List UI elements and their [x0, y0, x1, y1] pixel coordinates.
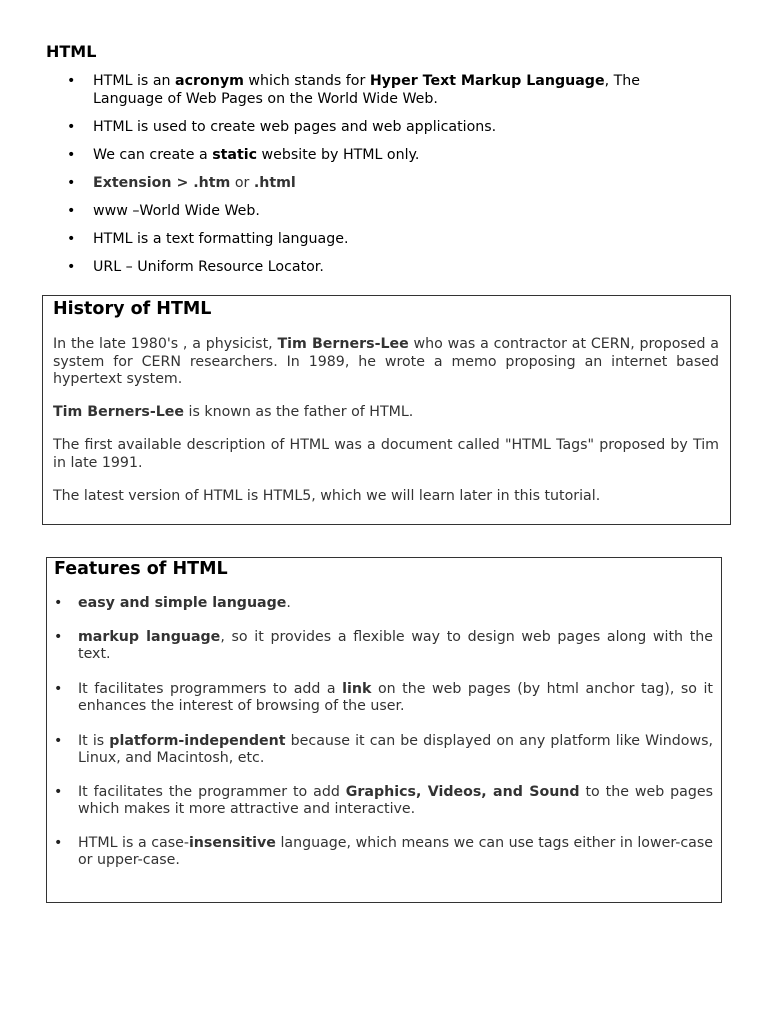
bold-text: markup language [78, 628, 221, 645]
list-item [66, 258, 706, 276]
page-title: HTML [46, 42, 97, 61]
text-run: which stands for [243, 73, 370, 89]
features-list [54, 595, 713, 870]
list-item [54, 595, 713, 613]
text-run: website by HTML only. [257, 147, 420, 163]
list-item [54, 733, 713, 768]
bold-text: acronym [175, 73, 244, 89]
list-item [66, 72, 706, 108]
history-paragraph [53, 404, 719, 422]
text-run: HTML is a text formatting language. [93, 231, 349, 247]
text-run: HTML is a case- [78, 834, 189, 851]
features-section [46, 557, 722, 903]
text-run: The first available description of HTML was a document called "HTML Tags" proposed by Tim in late 1991. [53, 437, 719, 471]
text-run: HTML is an [93, 73, 176, 89]
list-item [66, 118, 706, 136]
text-run: on the web pages (by html anchor tag), so it enhances the interest of browsing of the user. [78, 680, 713, 714]
features-title: Features of HTML [54, 559, 228, 579]
bold-text: Tim Berners-Lee [277, 336, 409, 352]
list-item [54, 629, 713, 664]
bold-text: platform-independent [109, 732, 286, 749]
bold-text: Graphics, Videos, and Sound [345, 783, 580, 800]
text-run: to the web pages which makes it more attractive and interactive. [78, 783, 713, 817]
bold-text: link [342, 680, 372, 697]
bold-text: Tim Berners-Lee [53, 403, 185, 420]
list-item [54, 681, 713, 716]
text-run: who was a contractor at CERN, proposed a system for CERN researchers. In 1989, he wrote a memo proposing an internet based hypertext system. [53, 336, 719, 387]
bold-text: static [212, 147, 258, 163]
text-run: It facilitates the programmer to add [78, 783, 346, 800]
text-run: www –World Wide Web. [93, 203, 260, 219]
text-run: , The Language of Web Pages on the World Wide Web. [93, 73, 640, 107]
text-run: URL – Uniform Resource Locator. [93, 259, 324, 275]
text-run: In the late 1980's , a physicist, [53, 336, 278, 352]
text-run: because it can be displayed on any platform like Windows, Linux, and Macintosh, etc. [78, 732, 713, 766]
bold-text: Extension > .htm [93, 175, 231, 191]
list-item [66, 174, 706, 192]
list-item [54, 784, 713, 819]
text-run: The latest version of HTML is HTML5, which we will learn later in this tutorial. [53, 488, 601, 504]
history-paragraph [53, 336, 719, 389]
text-run: or [230, 175, 254, 191]
list-item [66, 202, 706, 220]
list-item [54, 835, 713, 870]
history-paragraph [53, 488, 719, 506]
list-item [66, 146, 706, 164]
bold-text: Hyper Text Markup Language [369, 73, 605, 89]
list-item [66, 230, 706, 248]
text-run: is known as the father of HTML. [184, 403, 414, 420]
bold-text: insensitive [188, 834, 276, 851]
text-run: We can create a [93, 147, 213, 163]
history-title: History of HTML [53, 299, 212, 319]
text-run: , so it provides a flexible way to design web pages along with the text. [78, 628, 713, 662]
history-section [42, 295, 731, 525]
intro-bullet-list [66, 72, 706, 286]
history-paragraph [53, 437, 719, 472]
bold-text: easy and simple language [78, 595, 287, 611]
text-run: It facilitates programmers to add a [78, 680, 343, 697]
text-run: . [286, 595, 291, 611]
text-run: language, which means we can use tags either in lower-case or upper-case. [78, 834, 713, 868]
text-run: It is [78, 732, 110, 749]
bold-text: .html [253, 175, 296, 191]
text-run: HTML is used to create web pages and web applications. [93, 119, 497, 135]
